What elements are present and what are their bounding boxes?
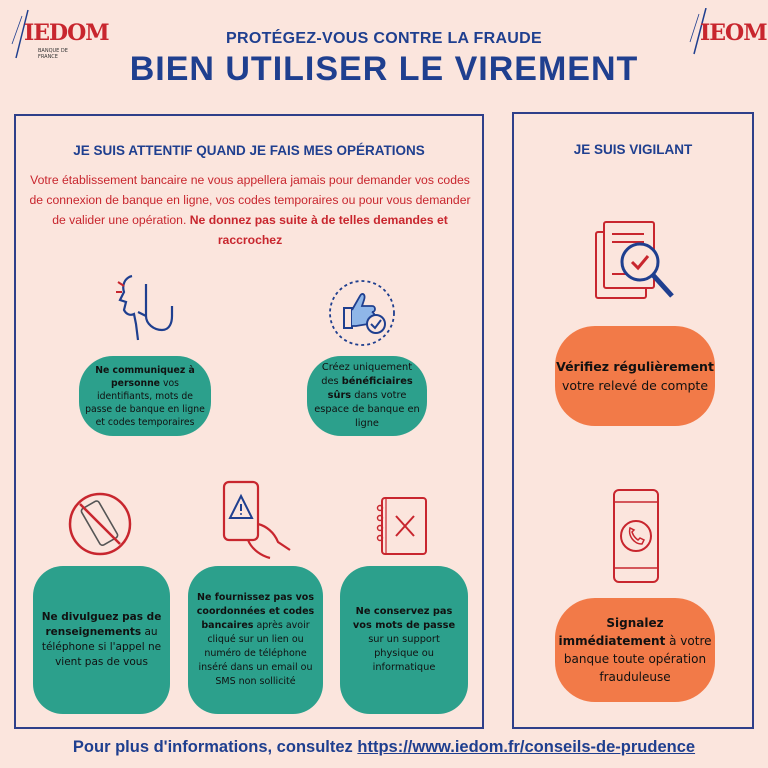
phone-warning-icon xyxy=(218,480,298,562)
footer-text: Pour plus d'informations, consultez xyxy=(72,738,358,756)
intro-text xyxy=(24,170,476,250)
tip7-text: à votre banque toute opération frauduleuse xyxy=(563,634,712,684)
thumbs-up-check-icon xyxy=(326,278,398,348)
vigilant-heading: JE SUIS VIGILANT xyxy=(573,142,693,157)
no-phone-icon xyxy=(66,490,134,558)
page-title: BIEN UTILISER LE VIREMENT xyxy=(129,50,639,88)
pretitle: PROTÉGEZ-VOUS CONTRE LA FRAUDE xyxy=(226,30,542,47)
tip2-text: dans votre espace de banque en ligne xyxy=(314,390,420,429)
tip2-bold: bénéficiaires sûrs xyxy=(327,376,413,401)
tip-no-bank-details xyxy=(188,566,323,714)
logo-right-text: IEOM xyxy=(700,20,767,46)
tip5-text: sur un support physique ou informatique xyxy=(368,634,440,673)
tip7-bold: Signalez immédiatement xyxy=(558,616,666,648)
footer xyxy=(0,738,768,757)
silence-icon xyxy=(110,272,176,344)
tip-safe-beneficiaries xyxy=(307,356,427,436)
tip1-text: vos identifiants, mots de passe de banque en ligne et codes temporaires xyxy=(85,377,205,428)
notebook-x-icon xyxy=(372,494,432,560)
logo-left-sub: BANQUE DE FRANCE xyxy=(38,48,68,60)
logo-left-text: IEDOM xyxy=(24,20,109,46)
tip6-text: votre relevé de compte xyxy=(561,378,709,393)
tip-no-phone-info xyxy=(33,566,170,714)
tip3-bold: Ne divulguez pas de renseignements xyxy=(41,611,162,638)
intro-plain: Votre établissement bancaire ne vous appellera jamais pour demander vos codes de connexion de banque en ligne, vos codes temporaires ou pour vous demander de valider une opération. xyxy=(29,173,471,227)
phone-call-icon xyxy=(610,488,662,584)
tip4-bold: Ne fournissez pas vos coordonnées et codes bancaires xyxy=(196,592,315,631)
tip3-text: au téléphone si l'appel ne vient pas de vous xyxy=(41,626,162,668)
tip-report-fraud xyxy=(555,598,715,702)
tip4-text: après avoir cliqué sur un lien ou numéro de téléphone inséré dans un email ou SMS non sollicité xyxy=(198,620,313,687)
tip5-bold: Ne conservez pas vos mots de passe xyxy=(352,606,456,631)
attentive-heading: JE SUIS ATTENTIF QUAND JE FAIS MES OPÉRATIONS xyxy=(73,143,425,158)
footer-link[interactable]: https://www.iedom.fr/conseils-de-prudence xyxy=(357,738,696,756)
document-search-icon xyxy=(592,218,686,308)
tip-no-password-storage xyxy=(340,566,468,714)
tip1-bold: Ne communiquez à personne xyxy=(95,364,195,389)
tip-check-statement xyxy=(555,326,715,426)
tip6-bold: Vérifiez régulièrement xyxy=(556,359,714,374)
intro-bold: Ne donnez pas suite à de telles demandes et raccrochez xyxy=(189,213,448,247)
tip2-pre: Créez uniquement des xyxy=(321,362,413,387)
tip-no-share xyxy=(79,356,211,436)
